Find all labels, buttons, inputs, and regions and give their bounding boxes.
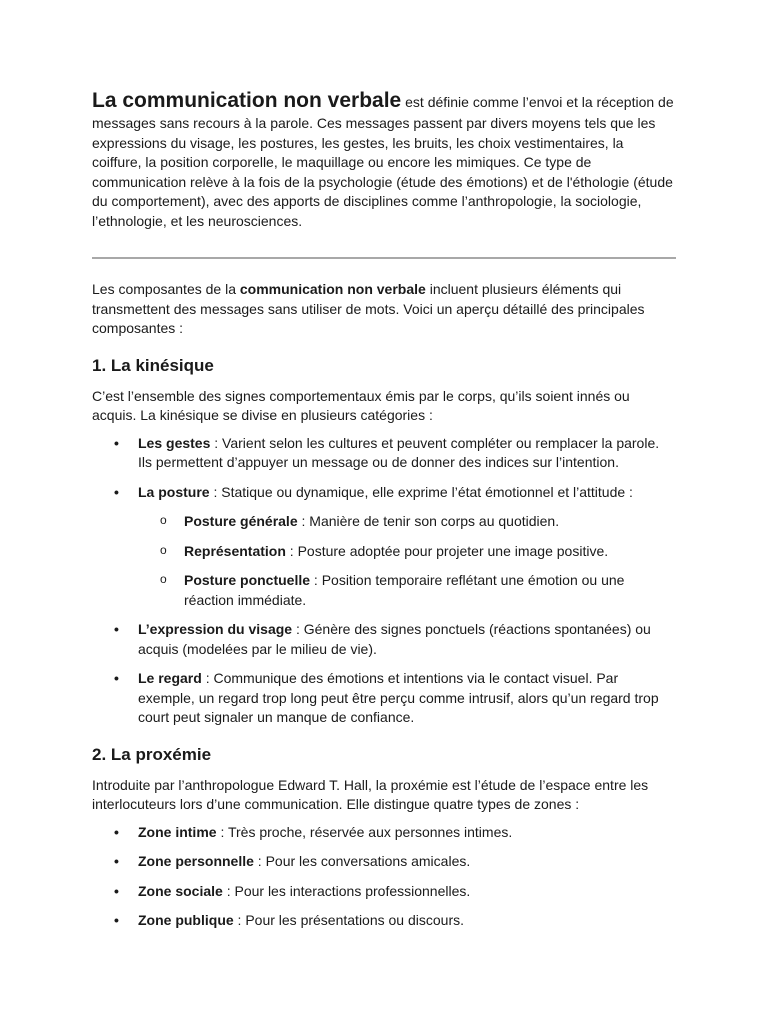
document-title: La communication non verbale <box>92 89 402 112</box>
heading-proxemie: 2. La proxémie <box>92 744 212 764</box>
list-item-term: Zone intime <box>138 823 217 840</box>
proxemie-list <box>92 823 676 931</box>
sublist-item <box>92 571 676 610</box>
list-item-term: La posture <box>138 483 210 500</box>
list-item-desc: : Statique ou dynamique, elle exprime l’état émotionnel et l’attitude : <box>209 483 633 500</box>
list-item <box>92 434 676 473</box>
intro-paragraph <box>92 88 676 231</box>
list-item <box>92 882 676 902</box>
kinesique-list <box>92 434 676 728</box>
components-paragraph <box>92 280 676 339</box>
list-item-term: Zone sociale <box>138 882 223 899</box>
sublist-item <box>92 512 676 532</box>
list-item-desc: : Pour les conversations amicales. <box>253 853 471 869</box>
sublist-item-term: Posture générale <box>184 513 298 529</box>
list-item <box>92 852 676 872</box>
proxemie-paragraph: Introduite par l’anthropologue Edward T. Hall, la proxémie est l’étude de l’espace entre les interlocuteurs lors d’une communication. Elle distingue quatre types de zones : <box>92 776 649 812</box>
list-item-desc: : Pour les présentations ou discours. <box>233 912 464 928</box>
heading-kinesique: 1. La kinésique <box>92 355 214 375</box>
list-item-term: Le regard <box>138 670 202 686</box>
list-item <box>92 620 676 659</box>
list-item-desc: : Pour les interactions professionnelles. <box>222 882 471 899</box>
list-item-term: Zone personnelle <box>138 853 254 869</box>
list-item <box>92 483 676 611</box>
sublist-item-desc: : Manière de tenir son corps au quotidien. <box>297 513 560 529</box>
components-text-before: Les composantes de la <box>92 281 240 297</box>
sublist-item-desc: : Position temporaire reflétant une émotion ou une réaction immédiate. <box>184 572 625 608</box>
list-item-desc: : Varient selon les cultures et peuvent compléter ou remplacer la parole. Ils permettent d’appuyer un message ou de donner des indices sur l’intention. <box>138 434 660 470</box>
posture-sublist <box>138 512 676 610</box>
sublist-item-term: Posture ponctuelle <box>184 572 311 588</box>
list-item-desc: : Communique des émotions et intentions via le contact visuel. Par exemple, un regard trop long peut être perçu comme intrusif, alors qu’un regard trop court peut signaler un manque de confiance. <box>138 670 659 725</box>
list-item-term: Les gestes <box>138 434 211 451</box>
list-item <box>92 669 676 728</box>
components-text-after: incluent plusieurs éléments qui transmettent des messages sans utiliser de mots. Voici un aperçu détaillé des principales composantes : <box>92 281 645 336</box>
sublist-item-desc: : Posture adoptée pour projeter une image positive. <box>285 542 609 559</box>
list-item-desc: : Très proche, réservée aux personnes intimes. <box>216 823 513 840</box>
list-item <box>92 823 676 843</box>
section-divider <box>92 257 676 259</box>
list-item-term: Zone publique <box>138 912 234 928</box>
sublist-item <box>92 542 676 562</box>
components-text-bold: communication non verbale <box>239 281 426 297</box>
list-item-desc: : Génère des signes ponctuels (réactions spontanées) ou acquis (modelées par le milieu de vie). <box>138 621 651 657</box>
sublist-item-term: Représentation <box>184 542 286 559</box>
list-item <box>92 911 676 931</box>
intro-text: est définie comme l’envoi et la réception de messages sans recours à la parole. Ces messages passent par divers moyens tels que les expressions du visage, les postures, les gestes, les bruits, les choix vestimentaires, la coiffure, la position corporelle, le maquillage ou encore les mimiques. Ce type de communication relève à la fois de la psychologie (étude des émotions) et de l'éthologie (étude du comportement), avec des apports de disciplines comme l’anthropologie, la sociologie, l’ethnologie, et les neurosciences. <box>92 94 674 229</box>
kinesique-paragraph: C’est l’ensemble des signes comportementaux émis par le corps, qu’ils soient innés ou acquis. La kinésique se divise en plusieurs catégories : <box>92 387 630 423</box>
list-item-term: L’expression du visage <box>138 621 293 637</box>
